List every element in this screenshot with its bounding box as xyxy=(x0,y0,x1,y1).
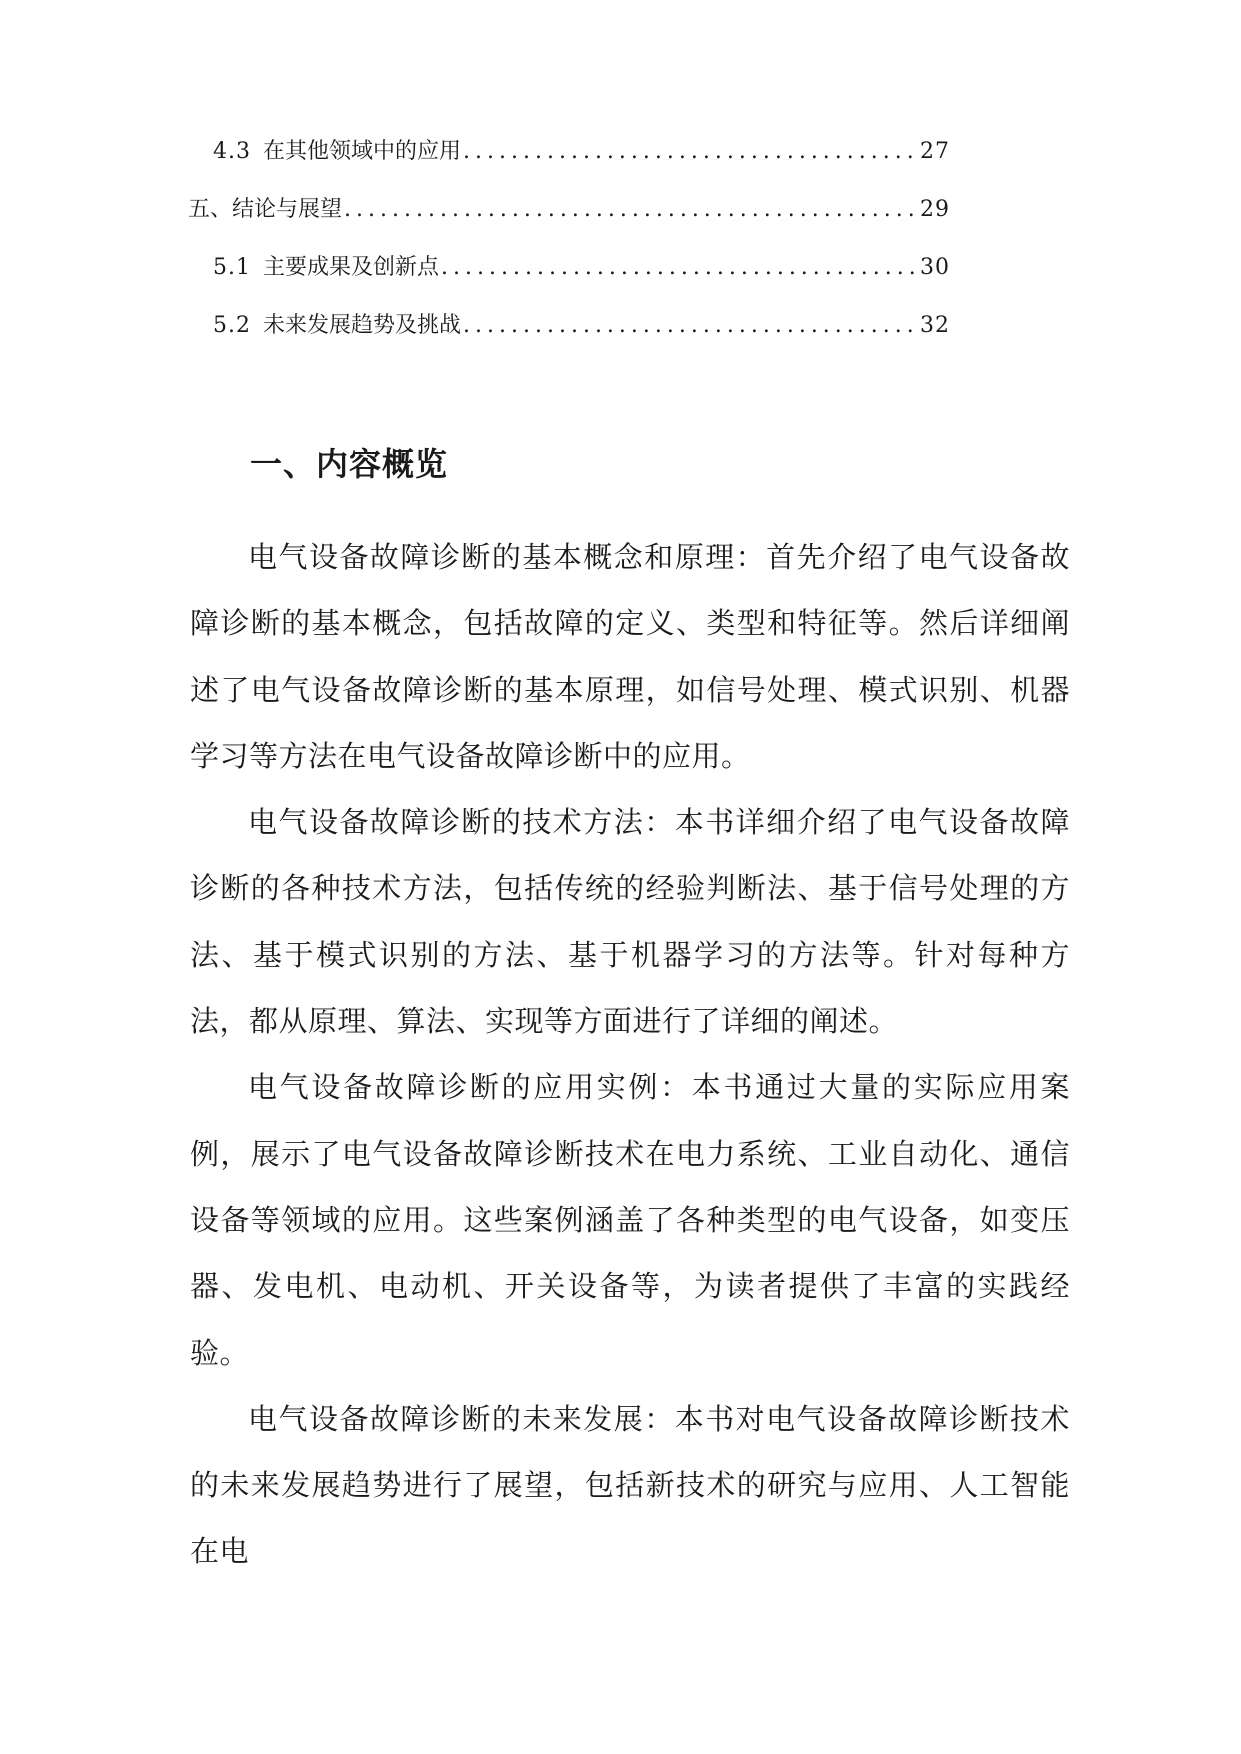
table-of-contents xyxy=(190,138,950,370)
toc-entry-page: 32 xyxy=(920,313,950,338)
paragraph: 电气设备故障诊断的未来发展：本书对电气设备故障诊断技术的未来发展趋势进行了展望，包括新技术的研究与应用、人工智能在电 xyxy=(190,1401,1070,1569)
paragraph: 电气设备故障诊断的基本概念和原理：首先介绍了电气设备故障诊断的基本概念，包括故障的定义、类型和特征等。然后详细阐述了电气设备故障诊断的基本原理，如信号处理、模式识别、机器学习等方法在电气设备故障诊断中的应用。 xyxy=(190,540,1070,773)
toc-leader-dots xyxy=(463,138,918,166)
paragraph: 电气设备故障诊断的应用实例：本书通过大量的实际应用案例，展示了电气设备故障诊断技术在电力系统、工业自动化、通信设备等领域的应用。这些案例涵盖了各种类型的电气设备，如变压器、发电机、电动机、开关设备等，为读者提供了丰富的实践经验。 xyxy=(190,1070,1070,1370)
toc-entry-5-1[interactable] xyxy=(213,254,950,312)
toc-leader-dots xyxy=(441,254,918,282)
paragraph: 电气设备故障诊断的技术方法：本书详细介绍了电气设备故障诊断的各种技术方法，包括传统的经验判断法、基于信号处理的方法、基于模式识别的方法、基于机器学习的方法等。针对每种方法，都从原理、算法、实现等方面进行了详细的阐述。 xyxy=(190,805,1070,1039)
toc-entry-5[interactable] xyxy=(188,196,950,254)
section-body xyxy=(190,524,1070,1585)
toc-entry-page: 30 xyxy=(920,255,950,280)
toc-entry-title: 在其他领域中的应用 xyxy=(263,139,462,164)
toc-entry-page: 29 xyxy=(920,197,950,222)
section-heading: 一、内容概览 xyxy=(250,445,449,483)
toc-entry-number: 4.3 xyxy=(213,139,251,164)
toc-entry-number: 5.2 xyxy=(213,313,251,338)
toc-entry-5-2[interactable] xyxy=(213,312,950,370)
toc-entry-title: 主要成果及创新点 xyxy=(263,255,440,280)
toc-entry-title: 未来发展趋势及挑战 xyxy=(263,313,462,338)
toc-leader-dots xyxy=(344,196,918,224)
toc-entry-page: 27 xyxy=(920,139,950,164)
toc-entry-number: 5.1 xyxy=(213,255,251,280)
toc-entry-title: 五、结论与展望 xyxy=(188,197,343,222)
toc-entry-4-3[interactable] xyxy=(213,138,950,196)
toc-leader-dots xyxy=(463,312,918,340)
